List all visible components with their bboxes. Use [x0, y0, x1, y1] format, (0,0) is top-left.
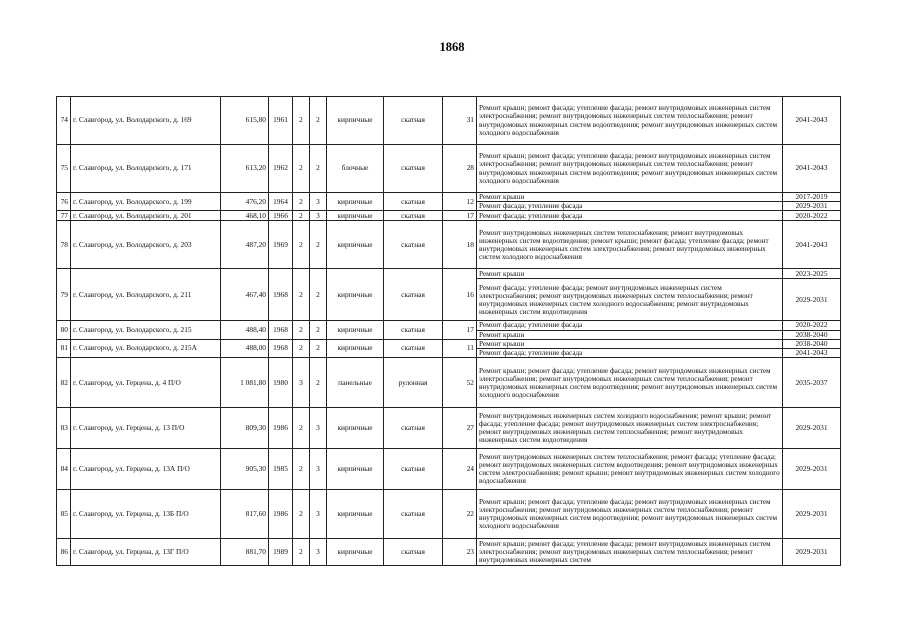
- table-row: [57, 221, 841, 269]
- address-cell: г. Славгород, ул. Герцена, д. 13 П/О: [71, 408, 221, 449]
- entrances-count-cell: 3: [310, 490, 327, 539]
- row-number-cell: 79: [57, 269, 71, 321]
- address-cell: г. Славгород, ул. Герцена, д. 13Б П/О: [71, 490, 221, 539]
- build-year-cell: 1962: [269, 145, 293, 193]
- total-area-cell: 467,40: [221, 269, 269, 321]
- roof-type-cell: скатная: [384, 408, 443, 449]
- total-area-cell: 488,00: [221, 339, 269, 357]
- wall-material-cell: кирпичные: [327, 97, 384, 145]
- entrances-count-cell: 2: [310, 321, 327, 339]
- entrances-count-cell: 3: [310, 408, 327, 449]
- roof-type-cell: скатная: [384, 321, 443, 339]
- total-area-cell: 613,20: [221, 145, 269, 193]
- wall-material-cell: кирпичные: [327, 211, 384, 221]
- build-year-cell: 1968: [269, 339, 293, 357]
- period-cell: 2029-2031: [783, 279, 841, 321]
- build-year-cell: 1966: [269, 211, 293, 221]
- table-row: [57, 97, 841, 145]
- works-cell: Ремонт крыши; ремонт фасада; утепление фасада; ремонт внутридомовых инженерных систем электроснабжения; ремонт внутридомовых инженерных систем теплоснабжения; ремонт внутридомовых инженерных систем: [477, 539, 783, 566]
- period-cell: 2029-2031: [783, 490, 841, 539]
- address-cell: г. Славгород, ул. Володарского, д. 203: [71, 221, 221, 269]
- entrances-count-cell: 2: [310, 145, 327, 193]
- floors-count-cell: 2: [293, 221, 310, 269]
- roof-type-cell: скатная: [384, 221, 443, 269]
- entrances-count-cell: 2: [310, 339, 327, 357]
- floors-count-cell: 2: [293, 539, 310, 566]
- table-row: [57, 211, 841, 221]
- floors-count-cell: 3: [293, 358, 310, 408]
- period-cell: 2038-2040: [783, 339, 841, 348]
- table-row: [57, 449, 841, 490]
- build-year-cell: 1980: [269, 358, 293, 408]
- row-number-cell: 80: [57, 321, 71, 339]
- table-row: [57, 358, 841, 408]
- wear-percent-cell: 11: [443, 339, 477, 357]
- period-cell: 2041-2043: [783, 97, 841, 145]
- floors-count-cell: 2: [293, 408, 310, 449]
- wall-material-cell: кирпичные: [327, 449, 384, 490]
- table-row: [57, 539, 841, 566]
- address-cell: г. Славгород, ул. Володарского, д. 199: [71, 193, 221, 211]
- build-year-cell: 1968: [269, 269, 293, 321]
- roof-type-cell: рулонная: [384, 358, 443, 408]
- floors-count-cell: 2: [293, 193, 310, 211]
- entrances-count-cell: 2: [310, 358, 327, 408]
- row-number-cell: 74: [57, 97, 71, 145]
- entrances-count-cell: 2: [310, 97, 327, 145]
- row-number-cell: 76: [57, 193, 71, 211]
- build-year-cell: 1986: [269, 490, 293, 539]
- entrances-count-cell: 3: [310, 539, 327, 566]
- works-cell: Ремонт фасада; утепление фасада: [477, 349, 783, 358]
- row-number-cell: 75: [57, 145, 71, 193]
- wall-material-cell: панельные: [327, 358, 384, 408]
- address-cell: г. Славгород, ул. Володарского, д. 201: [71, 211, 221, 221]
- period-cell: 2041-2043: [783, 349, 841, 358]
- address-cell: г. Славгород, ул. Володарского, д. 211: [71, 269, 221, 321]
- table-body: [57, 97, 841, 566]
- roof-type-cell: скатная: [384, 193, 443, 211]
- total-area-cell: 905,30: [221, 449, 269, 490]
- wear-percent-cell: 52: [443, 358, 477, 408]
- row-number-cell: 77: [57, 211, 71, 221]
- roof-type-cell: скатная: [384, 539, 443, 566]
- wear-percent-cell: 31: [443, 97, 477, 145]
- roof-type-cell: скатная: [384, 490, 443, 539]
- page-number: 1868: [439, 40, 465, 54]
- period-cell: 2023-2025: [783, 269, 841, 279]
- row-number-cell: 81: [57, 339, 71, 357]
- wall-material-cell: кирпичные: [327, 193, 384, 211]
- works-cell: Ремонт внутридомовых инженерных систем холодного водоснабжения; ремонт крыши; ремонт фасада; утепление фасада; ремонт внутридомовых инженерных систем электроснабжения; ремонт внутридомовых инженерных систем теплоснабжения; ремонт внутридомовых инженерных систем водоотведения: [477, 408, 783, 449]
- wear-percent-cell: 17: [443, 211, 477, 221]
- works-cell: Ремонт фасада; утепление фасада: [477, 321, 783, 330]
- works-cell: Ремонт крыши: [477, 330, 783, 339]
- table-row: [57, 490, 841, 539]
- entrances-count-cell: 2: [310, 221, 327, 269]
- floors-count-cell: 2: [293, 97, 310, 145]
- floors-count-cell: 2: [293, 339, 310, 357]
- works-cell: Ремонт фасада; утепление фасада; ремонт внутридомовых инженерных систем электроснабжения; ремонт внутридомовых инженерных систем теплоснабжения; ремонт внутридомовых инженерных систем холодного водоснабжения; ремонт внутридомовых инженерных систем водоотведения: [477, 279, 783, 321]
- total-area-cell: 1 081,80: [221, 358, 269, 408]
- total-area-cell: 476,20: [221, 193, 269, 211]
- total-area-cell: 615,80: [221, 97, 269, 145]
- entrances-count-cell: 2: [310, 269, 327, 321]
- wear-percent-cell: 27: [443, 408, 477, 449]
- period-cell: 2029-2031: [783, 202, 841, 211]
- build-year-cell: 1964: [269, 193, 293, 211]
- works-cell: Ремонт крыши: [477, 339, 783, 348]
- wall-material-cell: кирпичные: [327, 490, 384, 539]
- wall-material-cell: кирпичные: [327, 269, 384, 321]
- table-row: [57, 339, 841, 348]
- roof-type-cell: скатная: [384, 269, 443, 321]
- floors-count-cell: 2: [293, 490, 310, 539]
- total-area-cell: 468,10: [221, 211, 269, 221]
- wall-material-cell: кирпичные: [327, 339, 384, 357]
- wear-percent-cell: 17: [443, 321, 477, 339]
- works-cell: Ремонт внутридомовых инженерных систем теплоснабжения; ремонт внутридомовых инженерных систем водоотведения; ремонт крыши; ремонт фасада; утепление фасада; ремонт внутридомовых инженерных систем электроснабжения; ремонт внутридомовых инженерных систем холодного водоснабжения: [477, 221, 783, 269]
- entrances-count-cell: 3: [310, 193, 327, 211]
- build-year-cell: 1969: [269, 221, 293, 269]
- build-year-cell: 1961: [269, 97, 293, 145]
- total-area-cell: 809,30: [221, 408, 269, 449]
- wall-material-cell: кирпичные: [327, 539, 384, 566]
- entrances-count-cell: 3: [310, 449, 327, 490]
- works-cell: Ремонт крыши; ремонт фасада; утепление фасада; ремонт внутридомовых инженерных систем электроснабжения; ремонт внутридомовых инженерных систем теплоснабжения; ремонт внутридомовых инженерных систем водоотведения; ремонт внутридомовых инженерных систем холодного водоснабжения: [477, 490, 783, 539]
- row-number-cell: 84: [57, 449, 71, 490]
- period-cell: 2017-2019: [783, 193, 841, 202]
- row-number-cell: 86: [57, 539, 71, 566]
- address-cell: г. Славгород, ул. Володарского, д. 169: [71, 97, 221, 145]
- wall-material-cell: кирпичные: [327, 408, 384, 449]
- period-cell: 2029-2031: [783, 539, 841, 566]
- roof-type-cell: скатная: [384, 97, 443, 145]
- wear-percent-cell: 12: [443, 193, 477, 211]
- address-cell: г. Славгород, ул. Герцена, д. 4 П/О: [71, 358, 221, 408]
- wear-percent-cell: 22: [443, 490, 477, 539]
- wear-percent-cell: 24: [443, 449, 477, 490]
- table-row: [57, 408, 841, 449]
- floors-count-cell: 2: [293, 449, 310, 490]
- wall-material-cell: кирпичные: [327, 221, 384, 269]
- capital-repair-table: [56, 96, 841, 566]
- period-cell: 2038-2040: [783, 330, 841, 339]
- works-cell: Ремонт внутридомовых инженерных систем теплоснабжения; ремонт фасада; утепление фасада; ремонт внутридомовых инженерных систем водоотведения; ремонт внутридомовых инженерных систем электроснабжения; ремонт крыши; ремонт внутридомовых инженерных систем холодного водоснабжения: [477, 449, 783, 490]
- build-year-cell: 1968: [269, 321, 293, 339]
- build-year-cell: 1986: [269, 408, 293, 449]
- floors-count-cell: 2: [293, 321, 310, 339]
- period-cell: 2020-2022: [783, 211, 841, 221]
- address-cell: г. Славгород, ул. Володарского, д. 171: [71, 145, 221, 193]
- works-cell: Ремонт крыши; ремонт фасада; утепление фасада; ремонт внутридомовых инженерных систем электроснабжения; ремонт внутридомовых инженерных систем теплоснабжения; ремонт внутридомовых инженерных систем водоотведения; ремонт внутридомовых инженерных систем холодного водоснабжения: [477, 358, 783, 408]
- row-number-cell: 85: [57, 490, 71, 539]
- floors-count-cell: 2: [293, 145, 310, 193]
- row-number-cell: 83: [57, 408, 71, 449]
- table-row: [57, 269, 841, 279]
- address-cell: г. Славгород, ул. Володарского, д. 215: [71, 321, 221, 339]
- floors-count-cell: 2: [293, 269, 310, 321]
- works-cell: Ремонт фасада; утепление фасада: [477, 202, 783, 211]
- roof-type-cell: скатная: [384, 211, 443, 221]
- build-year-cell: 1989: [269, 539, 293, 566]
- total-area-cell: 487,20: [221, 221, 269, 269]
- roof-type-cell: скатная: [384, 449, 443, 490]
- period-cell: 2020-2022: [783, 321, 841, 330]
- roof-type-cell: скатная: [384, 339, 443, 357]
- address-cell: г. Славгород, ул. Володарского, д. 215А: [71, 339, 221, 357]
- roof-type-cell: скатная: [384, 145, 443, 193]
- works-cell: Ремонт крыши; ремонт фасада; утепление фасада; ремонт внутридомовых инженерных систем электроснабжения; ремонт внутридомовых инженерных систем теплоснабжения; ремонт внутридомовых инженерных систем водоотведения; ремонт внутридомовых инженерных систем холодного водоснабжения: [477, 97, 783, 145]
- wear-percent-cell: 16: [443, 269, 477, 321]
- wear-percent-cell: 23: [443, 539, 477, 566]
- period-cell: 2029-2031: [783, 408, 841, 449]
- period-cell: 2041-2043: [783, 145, 841, 193]
- period-cell: 2041-2043: [783, 221, 841, 269]
- total-area-cell: 817,60: [221, 490, 269, 539]
- address-cell: г. Славгород, ул. Герцена, д. 13А П/О: [71, 449, 221, 490]
- total-area-cell: 881,70: [221, 539, 269, 566]
- row-number-cell: 82: [57, 358, 71, 408]
- works-cell: Ремонт крыши; ремонт фасада; утепление фасада; ремонт внутридомовых инженерных систем электроснабжения; ремонт внутридомовых инженерных систем теплоснабжения; ремонт внутридомовых инженерных систем водоотведения; ремонт внутридомовых инженерных систем холодного водоснабжения: [477, 145, 783, 193]
- entrances-count-cell: 3: [310, 211, 327, 221]
- wear-percent-cell: 18: [443, 221, 477, 269]
- table-row: [57, 145, 841, 193]
- period-cell: 2035-2037: [783, 358, 841, 408]
- wall-material-cell: кирпичные: [327, 321, 384, 339]
- build-year-cell: 1985: [269, 449, 293, 490]
- row-number-cell: 78: [57, 221, 71, 269]
- works-cell: Ремонт крыши: [477, 193, 783, 202]
- table-row: [57, 321, 841, 330]
- floors-count-cell: 2: [293, 211, 310, 221]
- table-row: [57, 193, 841, 202]
- address-cell: г. Славгород, ул. Герцена, д. 13Г П/О: [71, 539, 221, 566]
- wear-percent-cell: 28: [443, 145, 477, 193]
- period-cell: 2029-2031: [783, 449, 841, 490]
- works-cell: Ремонт фасада; утепление фасада: [477, 211, 783, 221]
- total-area-cell: 488,40: [221, 321, 269, 339]
- works-cell: Ремонт крыши: [477, 269, 783, 279]
- wall-material-cell: блочные: [327, 145, 384, 193]
